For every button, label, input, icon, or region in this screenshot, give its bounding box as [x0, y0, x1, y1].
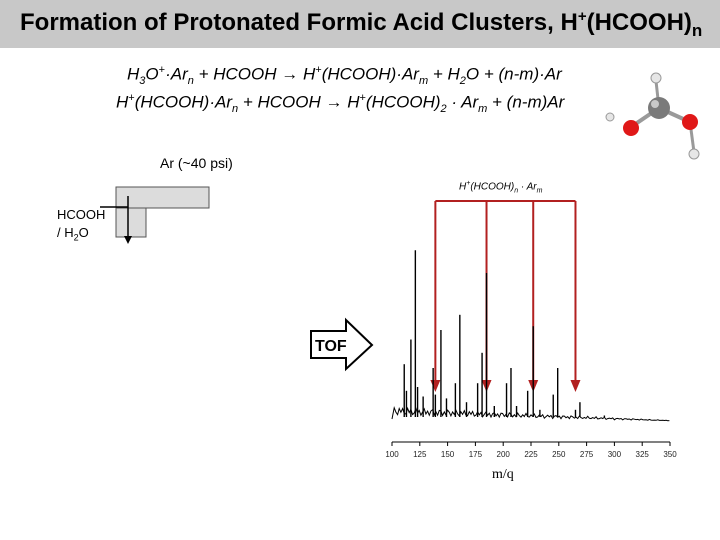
hydrogen-atom-left: [606, 113, 614, 121]
x-tick-label: 325: [635, 450, 649, 459]
oxygen-atom-right: [682, 114, 698, 130]
x-tick-label: 100: [385, 450, 399, 459]
peak-arrows: [430, 201, 580, 392]
nozzle-channel: [116, 187, 209, 208]
peak-series-label: $H^+(HCOOH)_n \cdot Ar_m$: [459, 180, 543, 195]
x-tick-label: 300: [607, 450, 622, 459]
tof-text: TOF: [315, 338, 347, 355]
oxygen-atom-left: [623, 120, 639, 136]
formic-acid-molecule: [606, 73, 699, 159]
equation-2: $H^+(HCOOH)\cdot Ar_n$ + HCOOH → $H^+(HCOOH)_2 \cdot Ar_m + (n-m)Ar$: [116, 92, 565, 116]
carbon-highlight: [651, 100, 659, 108]
x-tick-label: 250: [552, 450, 566, 459]
x-tick-label: 350: [663, 450, 677, 459]
x-axis-label: m/q: [492, 467, 514, 482]
slide-title: Formation of Protonated Formic Acid Clusters, $H^+(HCOOH)_n$: [20, 8, 703, 40]
ar-pressure-label: Ar (~40 psi): [160, 155, 233, 171]
nozzle-diagram: [100, 187, 209, 244]
sample-feed-arrowhead: [124, 236, 132, 244]
tof-arrow: [311, 320, 372, 369]
peak-arrow-head: [570, 380, 580, 392]
hydrogen-atom-bottom: [689, 149, 699, 159]
x-ticks: [385, 442, 677, 459]
x-tick-label: 200: [496, 450, 510, 459]
x-tick-label: 150: [440, 450, 455, 459]
x-tick-label: 225: [524, 450, 538, 459]
equation-1: $H_3O^+\cdot Ar_n$ + HCOOH → $H^+(HCOOH)\cdot Ar_m + H_2O + (n-m)\cdot Ar$: [127, 64, 562, 88]
carbon-atom: [648, 97, 670, 119]
hydrogen-atom-top: [651, 73, 661, 83]
peak-arrow-head: [430, 380, 440, 392]
reagent-label: HCOOH / $H_2O$: [57, 207, 106, 243]
x-tick-label: 175: [468, 450, 483, 459]
x-tick-label: 275: [579, 450, 594, 459]
x-tick-label: 125: [413, 450, 427, 459]
mass-spectrum: [385, 201, 677, 482]
